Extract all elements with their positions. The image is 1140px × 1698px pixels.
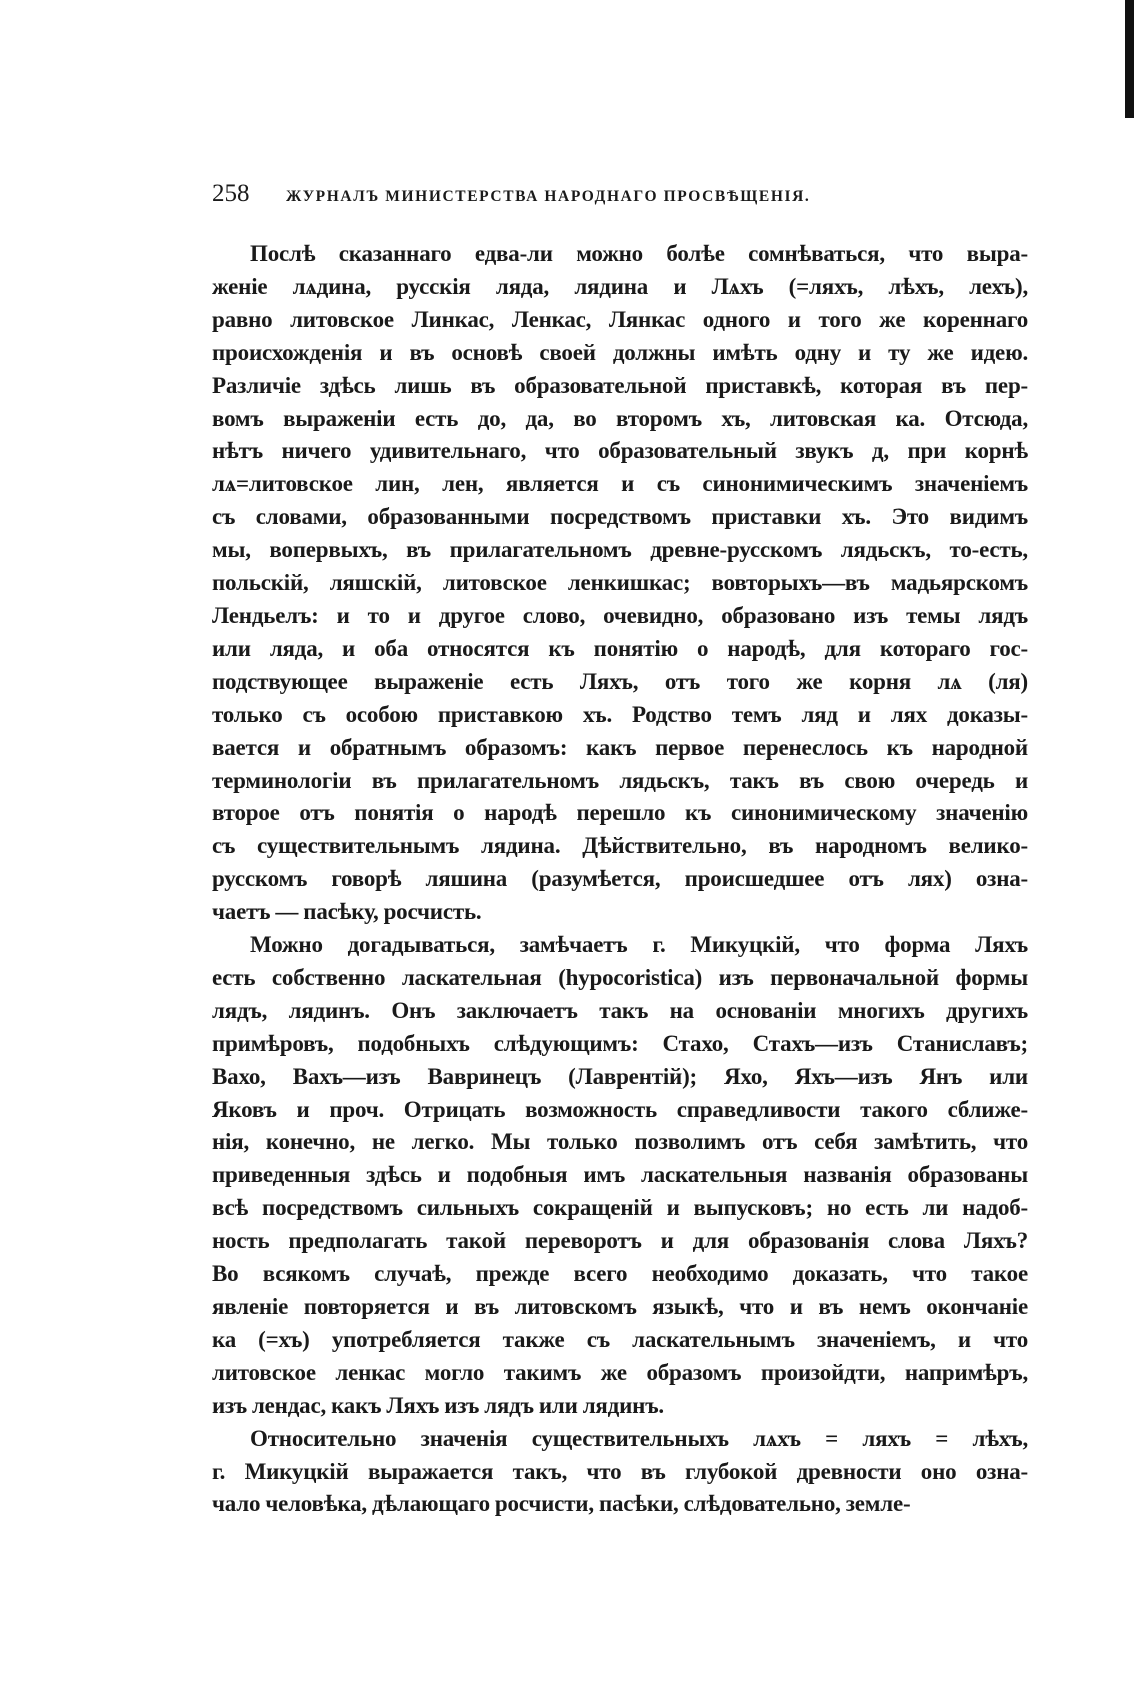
text-line: чаетъ — пасѣку, росчисть. [212, 899, 482, 925]
text-line: приведенныя здѣсь и подобныя имъ ласкательныя названія образованы [212, 1162, 1028, 1188]
text-line: примѣровъ, подобныхъ слѣдующимъ: Стахо, Стахъ—изъ Станиславъ; [212, 1030, 1028, 1056]
text-line: польскій, ляшскій, литовское ленкишкас; вовторыхъ—въ мадьярскомъ [212, 570, 1028, 596]
text-line: чало человѣка, дѣлающаго росчисти, пасѣки, слѣдовательно, земле- [212, 1491, 911, 1517]
text-line: русскомъ говорѣ ляшина (разумѣется, происшедшее отъ лях) озна- [212, 866, 1028, 892]
running-head [212, 180, 1028, 212]
text-line: Лендьелъ: и то и другое слово, очевидно, образовано изъ темы лядъ [212, 602, 1028, 628]
book-page [212, 180, 1028, 1521]
text-line: литовское ленкас могло такимъ же образомъ произойдти, напримѣръ, [212, 1359, 1028, 1385]
text-line: съ словами, образованными посредствомъ приставки хъ. Это видимъ [212, 504, 1028, 530]
text-line: Относительно значенія существительныхъ лѧхъ = ляхъ = лѣхъ, [250, 1425, 1028, 1451]
text-line: мы, вопервыхъ, въ прилагательномъ древне-русскомъ лядьскъ, то-есть, [212, 537, 1028, 563]
text-line: съ существительнымъ лядина. Дѣйствительно, въ народномъ велико- [212, 833, 1028, 859]
text-line: нія, конечно, не легко. Мы только позволимъ отъ себя замѣтить, что [212, 1129, 1028, 1155]
text-line: терминологіи въ прилагательномъ лядьскъ, такъ въ свою очередь и [212, 767, 1028, 793]
text-line: изъ лендас, какъ Ляхъ изъ лядъ или лядинъ. [212, 1392, 664, 1418]
body-text [212, 238, 1028, 1521]
text-line: ность предполагать такой переворотъ и для образованія слова Ляхъ? [212, 1228, 1028, 1254]
text-line: подствующее выраженіе есть Ляхъ, отъ того же корня лѧ (ля) [212, 668, 1028, 694]
paragraph-2 [212, 929, 1028, 1423]
paragraph-1 [212, 238, 1028, 929]
text-line: лядъ, лядинъ. Онъ заключаетъ такъ на основаніи многихъ другихъ [212, 997, 1028, 1023]
text-line: или ляда, и оба относятся къ понятію о народѣ, для котораго гос- [212, 635, 1028, 661]
text-line: есть собственно ласкательная (hypocoristica) изъ первоначальной формы [212, 964, 1028, 990]
text-line: ка (=хъ) употребляется также съ ласкательнымъ значеніемъ, и что [212, 1326, 1028, 1352]
text-line: Яковъ и проч. Отрицать возможность справедливости такого сближе- [212, 1096, 1028, 1122]
text-line: Вахо, Вахъ—изъ Вавринецъ (Лаврентій); Яхо, Яхъ—изъ Янъ или [212, 1063, 1028, 1089]
text-line: Различіе здѣсь лишь въ образовательной приставкѣ, которая въ пер- [212, 372, 1028, 398]
text-line: Во всякомъ случаѣ, прежде всего необходимо доказать, что такое [212, 1261, 1028, 1287]
text-line: вается и обратнымъ образомъ: какъ первое перенеслось къ народной [212, 734, 1028, 760]
text-line: женіе лѧдина, русскія ляда, лядина и Лѧхъ (=ляхъ, лѣхъ, лехъ), [212, 273, 1028, 299]
page-number: 258 [212, 180, 250, 207]
text-line: вомъ выраженіи есть до, да, во второмъ хъ, литовская ка. Отсюда, [212, 405, 1028, 431]
text-line: равно литовское Линкас, Ленкас, Лянкас одного и того же кореннаго [212, 306, 1028, 332]
text-line: происхожденія и въ основѣ своей должны имѣть одну и ту же идею. [212, 339, 1028, 365]
text-line: второе отъ понятія о народѣ перешло къ синонимическому значенію [212, 800, 1028, 826]
journal-title: ЖУРНАЛЪ МИНИСТЕРСТВА НАРОДНАГО ПРОСВѢЩЕНІЯ. [286, 188, 811, 205]
text-line: Можно догадываться, замѣчаетъ г. Микуцкій, что форма Ляхъ [250, 932, 1028, 958]
text-line: Послѣ сказаннаго едва-ли можно болѣе сомнѣваться, что выра- [250, 241, 1028, 266]
text-line: г. Микуцкій выражается такъ, что въ глубокой древности оно озна- [212, 1458, 1028, 1484]
paragraph-3 [212, 1423, 1028, 1522]
text-line: нѣтъ ничего удивительнаго, что образовательный звукъ д, при корнѣ [212, 438, 1028, 464]
text-line: только съ особою приставкою хъ. Родство темъ ляд и лях доказы- [212, 701, 1028, 727]
scan-edge-bar [1125, 0, 1134, 118]
text-line: всѣ посредствомъ сильныхъ сокращеній и выпусковъ; но есть ли надоб- [212, 1195, 1028, 1221]
text-line: лѧ=литовское лин, лен, является и съ синонимическимъ значеніемъ [212, 471, 1028, 497]
text-line: явленіе повторяется и въ литовскомъ языкѣ, что и въ немъ окончаніе [212, 1294, 1028, 1319]
